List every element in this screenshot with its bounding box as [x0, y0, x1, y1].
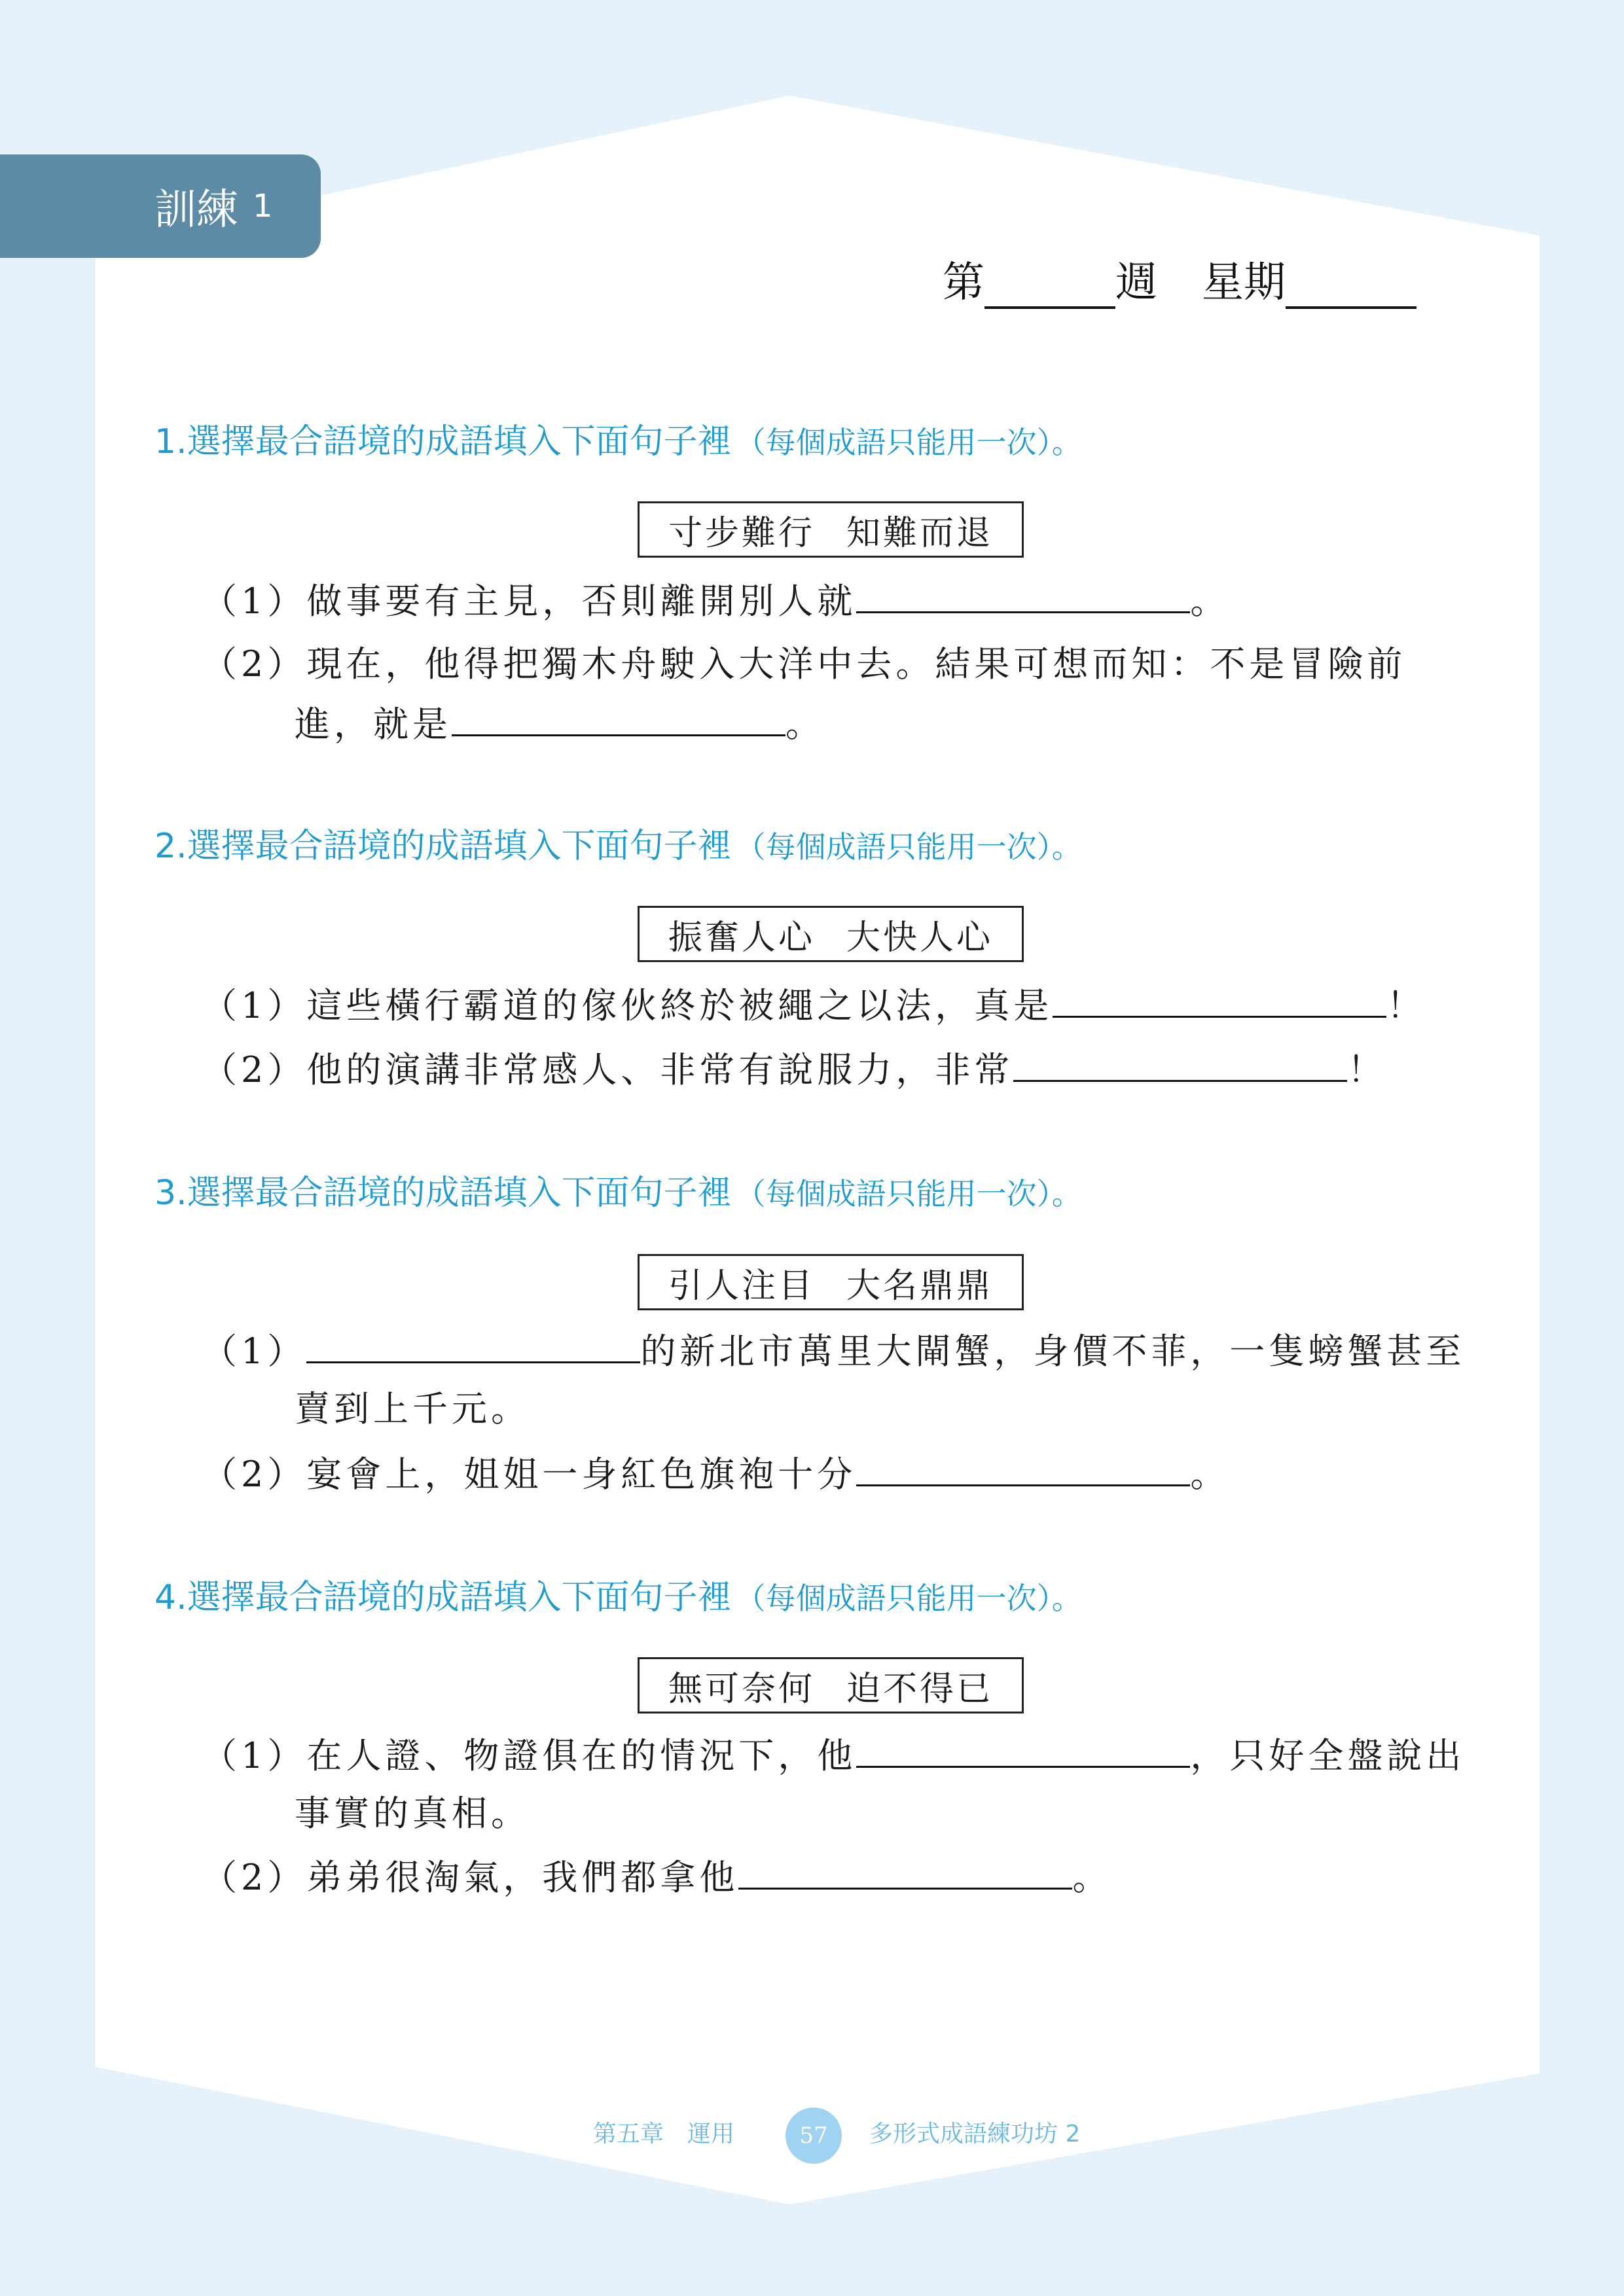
answer-blank[interactable]	[856, 1456, 1190, 1486]
item-number: （2）	[202, 1049, 307, 1090]
question-2-title	[154, 818, 1082, 867]
word-option: 無可奈何	[668, 1669, 815, 1709]
q3-item-1-line-2	[295, 1388, 530, 1429]
week-day-field	[943, 249, 1416, 309]
item-number: （1）	[202, 985, 307, 1026]
sentence-text: 事實的真相。	[295, 1793, 530, 1834]
training-tab-title: 訓練	[154, 186, 238, 234]
sentence-text: 他的演講非常感人、非常有說服力，非常	[306, 1049, 1014, 1090]
answer-blank[interactable]	[1013, 1051, 1347, 1082]
word-option: 大快人心	[846, 918, 994, 958]
q1-item-2-line-2	[295, 704, 825, 745]
sentence-text: 的新北市萬里大閘蟹，身價不菲，一隻螃蟹甚至	[640, 1331, 1466, 1372]
page-number-badge: 57	[785, 2108, 842, 2164]
sentence-text: 。	[1190, 1454, 1230, 1495]
item-number: （1）	[202, 581, 307, 622]
answer-blank[interactable]	[856, 1737, 1190, 1768]
answer-blank[interactable]	[1053, 987, 1386, 1018]
word-option: 迫不得已	[846, 1669, 994, 1709]
word-option: 引人注目	[668, 1266, 815, 1306]
q1-item-1-line-1	[202, 581, 1230, 622]
footer-chapter: 第五章 運用	[593, 2121, 735, 2147]
training-tab-number: 1	[253, 188, 273, 224]
sentence-text: 宴會上，姐姐一身紅色旗袍十分	[306, 1454, 857, 1495]
q4-item-1-line-1	[202, 1737, 1465, 1774]
item-number: （2）	[202, 1857, 307, 1898]
question-1-title	[154, 414, 1082, 463]
question-4-word-box	[638, 1657, 1024, 1713]
word-option: 振奮人心	[668, 918, 815, 958]
q1-item-2-line-1	[202, 643, 1407, 685]
question-1-word-box	[638, 501, 1024, 558]
week-prefix: 第	[943, 259, 984, 307]
item-number: （2）	[202, 643, 307, 685]
question-title-text: 1.選擇最合語境的成語填入下面句子裡	[154, 422, 732, 461]
question-note: （每個成語只能用一次）。	[735, 1581, 1082, 1616]
question-title-text: 2.選擇最合語境的成語填入下面句子裡	[154, 827, 732, 866]
week-label: 週	[1115, 259, 1157, 307]
sentence-text: 賣到上千元。	[295, 1388, 530, 1429]
footer-unit-title: 多形式成語練功坊 2	[869, 2121, 1081, 2147]
sentence-text: 。	[1190, 581, 1230, 622]
sentence-text: 現在，他得把獨木舟駛入大洋中去。結果可想而知：不是冒險前	[306, 643, 1407, 685]
q3-item-1-line-1	[202, 1331, 1466, 1372]
word-option: 大名鼎鼎	[846, 1266, 994, 1306]
sentence-text: 這些橫行霸道的傢伙終於被繩之以法，真是	[306, 985, 1053, 1026]
sentence-text: 。	[785, 704, 825, 745]
question-2-word-box	[638, 906, 1024, 962]
sentence-text: 。	[1072, 1857, 1112, 1898]
question-note: （每個成語只能用一次）。	[735, 829, 1082, 865]
answer-blank[interactable]	[452, 706, 785, 736]
question-note: （每個成語只能用一次）。	[735, 425, 1082, 460]
sentence-text: ！	[1347, 1049, 1387, 1090]
question-4-title	[154, 1570, 1082, 1619]
q2-item-2-line-1	[202, 1051, 1386, 1088]
item-number: （1）	[202, 1735, 307, 1776]
training-tab	[0, 154, 321, 258]
question-title-text: 3.選擇最合語境的成語填入下面句子裡	[154, 1174, 732, 1213]
q4-item-1-line-2	[295, 1793, 530, 1834]
sentence-text: 弟弟很淘氣，我們都拿他	[306, 1857, 739, 1898]
item-number: （2）	[202, 1454, 307, 1495]
question-note: （每個成語只能用一次）。	[735, 1176, 1082, 1211]
answer-blank[interactable]	[306, 1333, 640, 1363]
q2-item-1-line-1	[202, 987, 1426, 1024]
question-title-text: 4.選擇最合語境的成語填入下面句子裡	[154, 1578, 732, 1617]
question-3-title	[154, 1165, 1082, 1214]
weekday-label: 星期	[1202, 259, 1286, 307]
sentence-text: ！	[1386, 985, 1426, 1026]
word-option: 寸步難行	[668, 513, 815, 553]
sentence-text: 在人證、物證俱在的情況下，他	[306, 1735, 857, 1776]
word-option: 知難而退	[846, 513, 994, 553]
answer-blank[interactable]	[856, 583, 1190, 613]
q4-item-2-line-1	[202, 1857, 1112, 1898]
sentence-text: 做事要有主見，否則離開別人就	[306, 581, 857, 622]
weekday-blank[interactable]	[1286, 254, 1416, 309]
sentence-text: ，只好全盤說出	[1190, 1735, 1466, 1776]
question-3-word-box	[638, 1254, 1024, 1310]
week-blank[interactable]	[984, 254, 1115, 309]
answer-blank[interactable]	[738, 1859, 1072, 1890]
q3-item-2-line-1	[202, 1454, 1230, 1495]
item-number: （1）	[202, 1331, 307, 1372]
sentence-text: 進，就是	[295, 704, 452, 745]
